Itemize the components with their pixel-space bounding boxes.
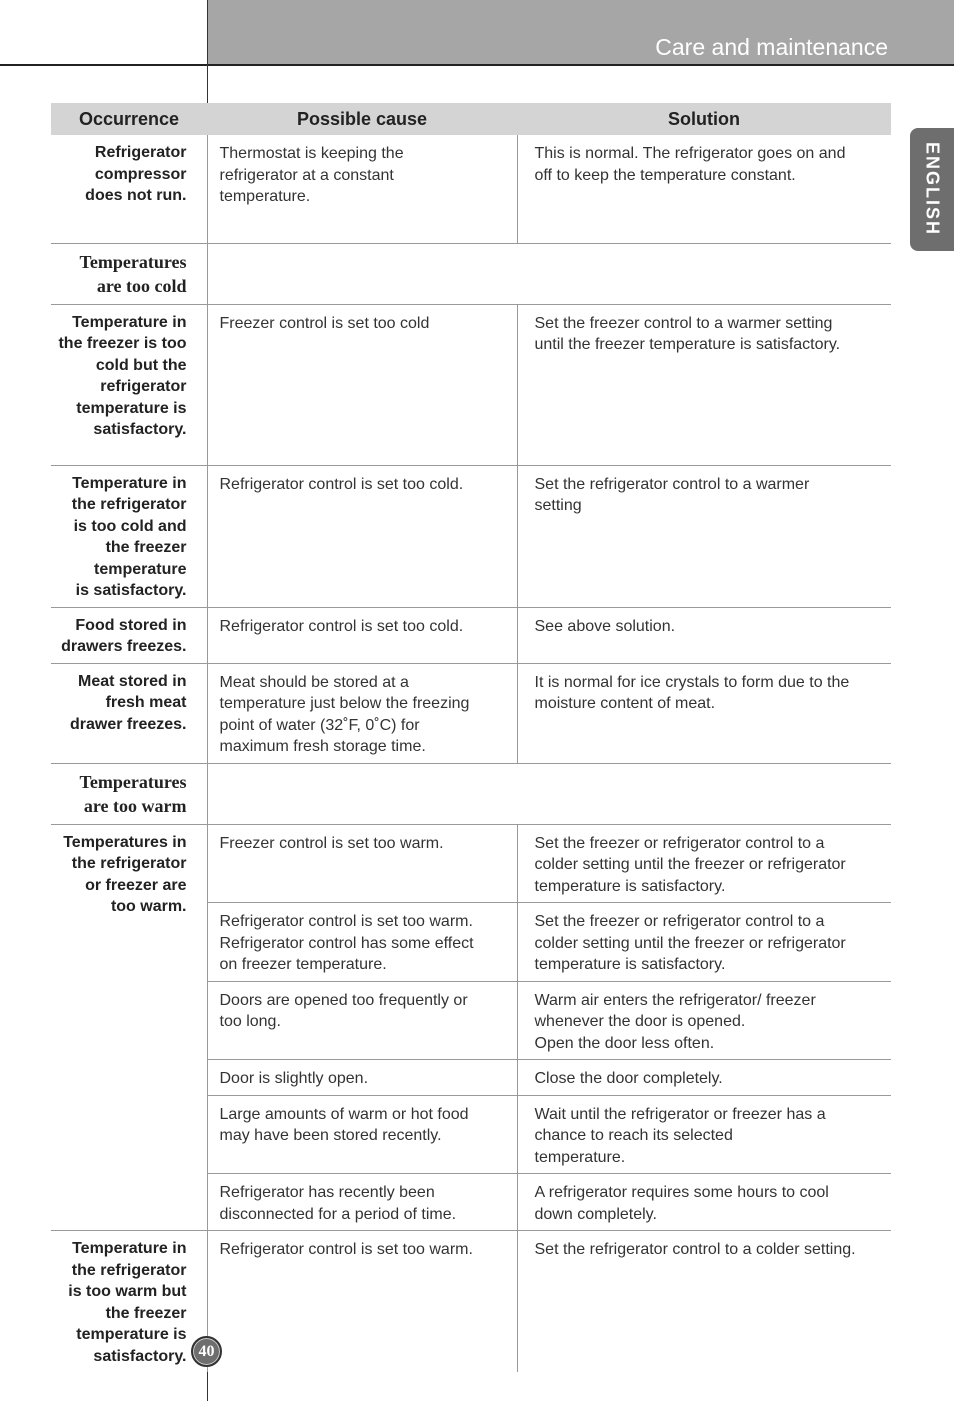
occurrence-cell: Temperatures in the refrigerator or freezer are too warm. <box>51 824 207 1231</box>
column-header-cause: Possible cause <box>207 103 517 135</box>
cause-cell: Meat should be stored at a temperature just below the freezing point of water (32˚F, 0˚C) for maximum fresh storage time. <box>207 663 517 763</box>
page-title: Care and maintenance <box>655 34 888 60</box>
table-row <box>51 135 891 243</box>
table-row <box>51 824 891 903</box>
cause-cell: Refrigerator control is set too warm. Refrigerator control has some effect on freezer temperature. <box>207 903 517 982</box>
section-heading-cold: Temperatures are too cold <box>51 243 207 304</box>
cause-cell: Doors are opened too frequently or too long. <box>207 981 517 1060</box>
occurrence-cell: Temperature in the freezer is too cold but the refrigerator temperature is satisfactory. <box>51 304 207 465</box>
occurrence-cell: Food stored in drawers freezes. <box>51 607 207 663</box>
cause-cell: Freezer control is set too cold <box>207 304 517 465</box>
cause-cell: Refrigerator control is set too cold. <box>207 607 517 663</box>
section-blank <box>207 763 891 824</box>
cause-cell: Door is slightly open. <box>207 1060 517 1096</box>
table-row <box>51 1231 891 1373</box>
section-heading-warm: Temperatures are too warm <box>51 763 207 824</box>
occurrence-cell: Refrigerator compressor does not run. <box>85 144 187 204</box>
solution-cell: Set the freezer or refrigerator control to a colder setting until the freezer or refrigerator temperature is satisfactory. <box>517 903 891 982</box>
solution-cell: Warm air enters the refrigerator/ freezer whenever the door is opened. Open the door less often. <box>517 981 891 1060</box>
section-row <box>51 763 891 824</box>
header-band <box>208 0 954 65</box>
cause-cell: Refrigerator control is set too warm. <box>207 1231 517 1373</box>
solution-cell: Set the refrigerator control to a warmer setting <box>517 465 891 607</box>
section-row <box>51 243 891 304</box>
occurrence-cell: Temperature in the refrigerator is too cold and the freezer temperature is satisfactory. <box>51 465 207 607</box>
cause-cell: Large amounts of warm or hot food may have been stored recently. <box>207 1095 517 1174</box>
cause-cell: Refrigerator control is set too cold. <box>207 465 517 607</box>
table-row <box>51 607 891 663</box>
column-header-solution: Solution <box>517 103 891 135</box>
solution-cell: It is normal for ice crystals to form due to the moisture content of meat. <box>517 663 891 763</box>
solution-cell: A refrigerator requires some hours to cool down completely. <box>517 1174 891 1231</box>
section-blank <box>207 243 891 304</box>
header-divider <box>0 64 954 66</box>
occurrence-cell: Temperature in the refrigerator is too warm but the freezer temperature is satisfactory. <box>51 1231 207 1373</box>
column-header-occurrence: Occurrence <box>51 103 207 135</box>
table-row <box>51 465 891 607</box>
solution-cell: Set the refrigerator control to a colder setting. <box>517 1231 891 1373</box>
solution-cell: Close the door completely. <box>517 1060 891 1096</box>
page-number-badge: 40 <box>191 1336 222 1367</box>
language-tab <box>910 128 954 251</box>
table-row <box>51 663 891 763</box>
cause-cell: Freezer control is set too warm. <box>207 824 517 903</box>
cause-cell: Thermostat is keeping the refrigerator at a constant temperature. <box>207 135 517 243</box>
solution-cell: Set the freezer control to a warmer setting until the freezer temperature is satisfactory. <box>517 304 891 465</box>
solution-cell: Wait until the refrigerator or freezer has a chance to reach its selected temperature. <box>517 1095 891 1174</box>
table-row <box>51 304 891 465</box>
solution-cell: See above solution. <box>517 607 891 663</box>
solution-cell: Set the freezer or refrigerator control to a colder setting until the freezer or refrigerator temperature is satisfactory. <box>517 824 891 903</box>
language-label: ENGLISH <box>922 141 943 237</box>
solution-cell: This is normal. The refrigerator goes on and off to keep the temperature constant. <box>517 135 891 243</box>
cause-cell: Refrigerator has recently been disconnected for a period of time. <box>207 1174 517 1231</box>
table-header-row <box>51 103 891 135</box>
occurrence-cell: Meat stored in fresh meat drawer freezes. <box>51 663 207 763</box>
troubleshooting-table <box>51 103 891 1372</box>
